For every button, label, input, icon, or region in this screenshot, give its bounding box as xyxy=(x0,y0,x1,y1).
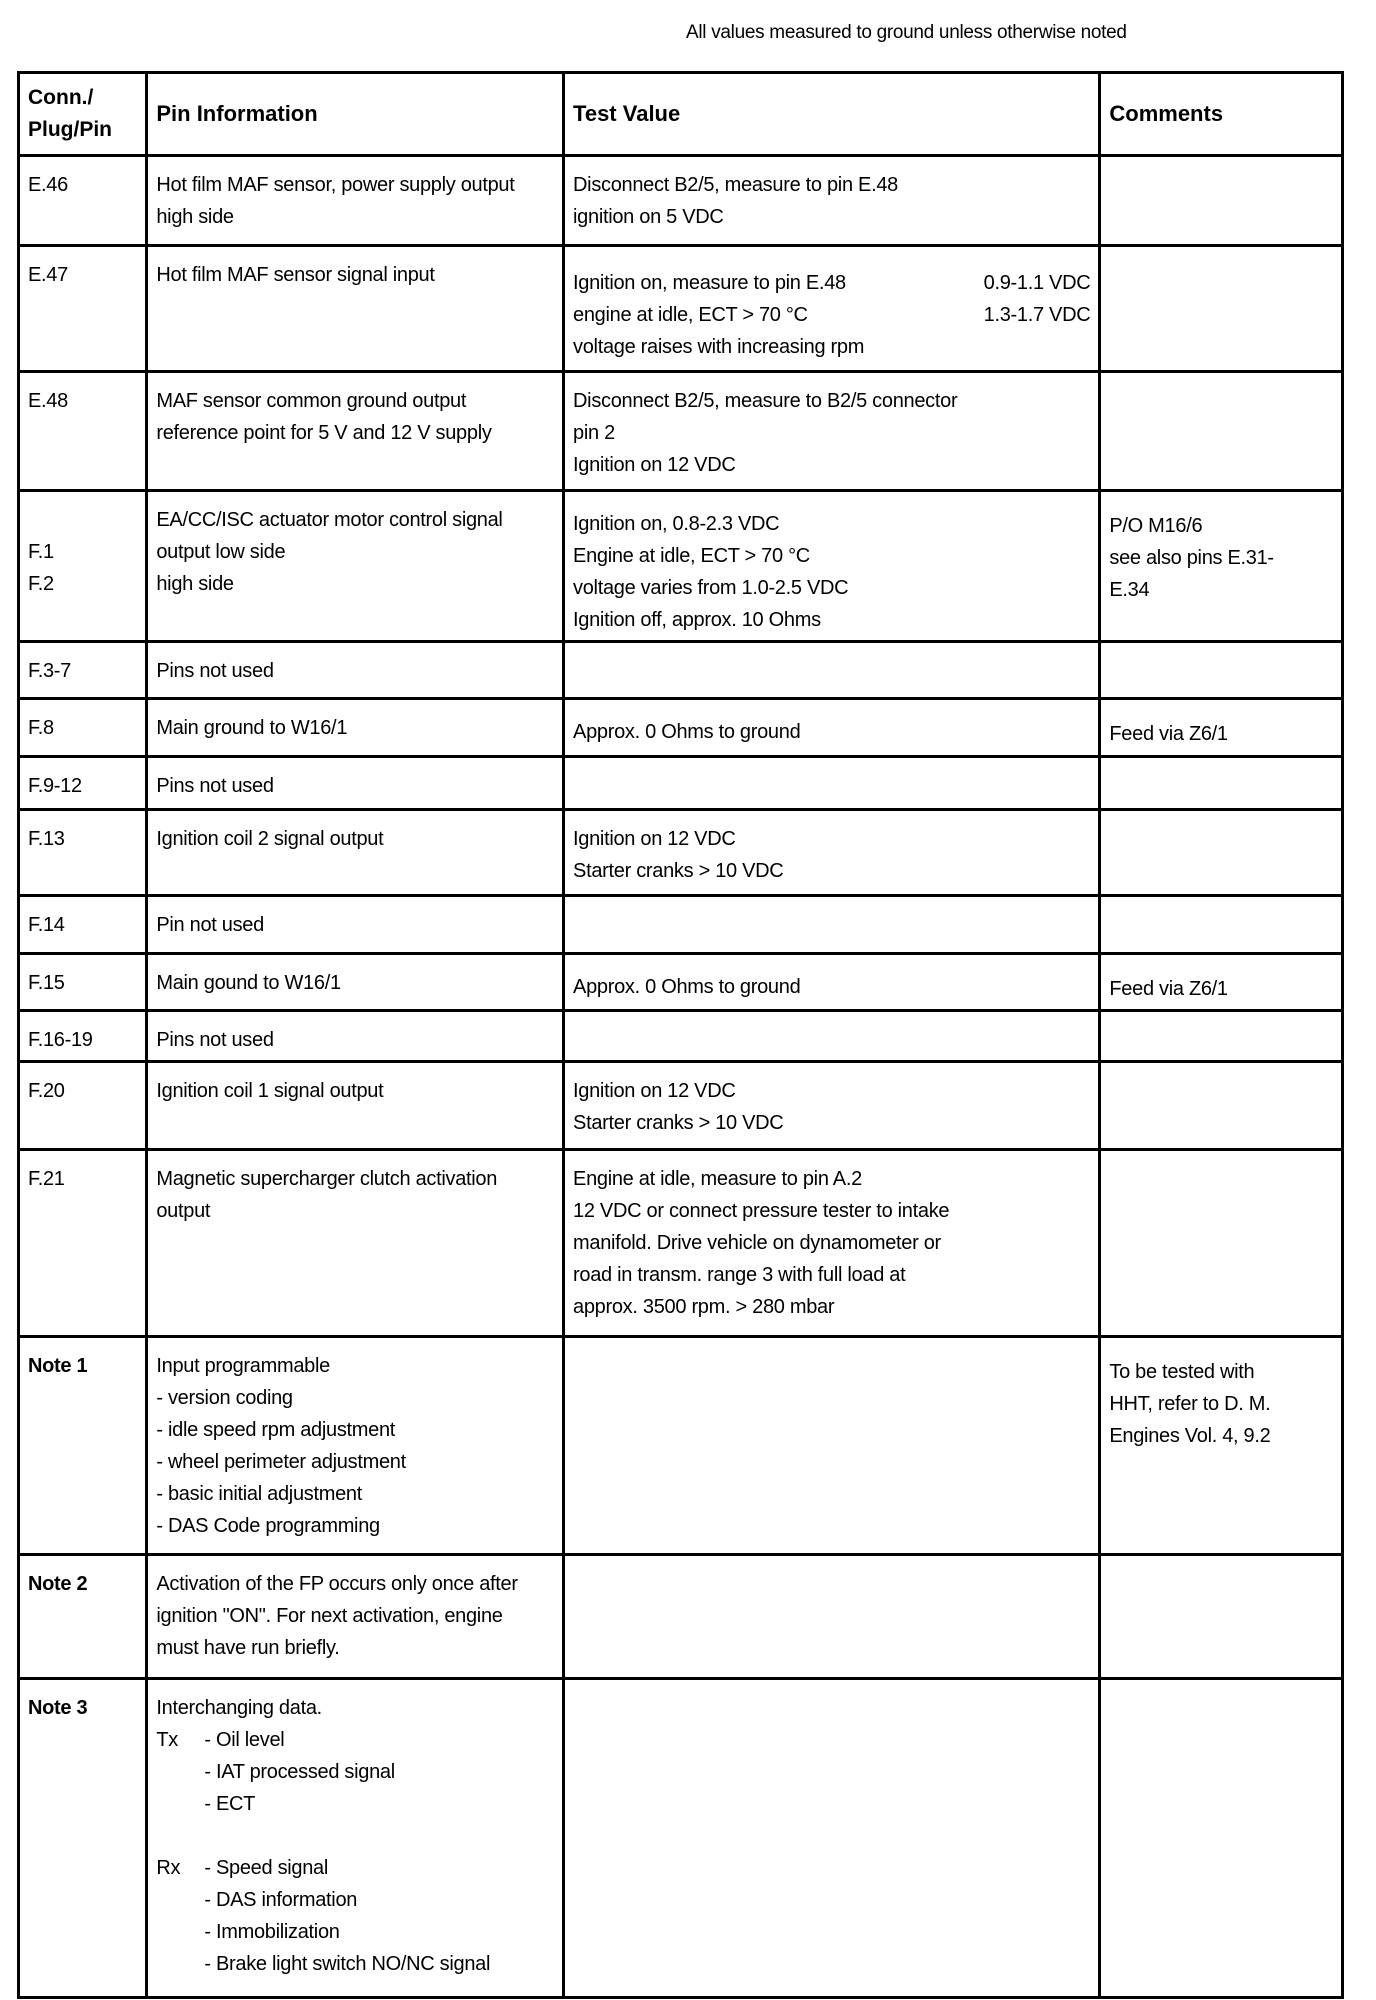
table-row xyxy=(19,1150,1343,1337)
comments-cell xyxy=(1100,699,1343,757)
pin-info-cell xyxy=(147,372,564,491)
pin-label: E.48 xyxy=(28,390,68,412)
cell-line: Starter cranks > 10 VDC xyxy=(573,1112,784,1134)
cell-line: Pins not used xyxy=(156,775,274,797)
cell-line: EA/CC/ISC actuator motor control signal xyxy=(156,509,503,531)
pin-info-cell xyxy=(147,1555,564,1679)
cell-line: Hot film MAF sensor signal input xyxy=(156,264,435,286)
pin-cell xyxy=(19,810,147,896)
pin-label: E.47 xyxy=(28,264,68,286)
test-value-cell xyxy=(564,372,1100,491)
pin-cell xyxy=(19,642,147,699)
rx-item: - Immobilization xyxy=(204,1921,340,1943)
pin-info-cell xyxy=(147,699,564,757)
cell-line: Pins not used xyxy=(156,1029,274,1051)
col-test-value: Test Value xyxy=(564,73,1100,156)
pin-cell xyxy=(19,1555,147,1679)
test-value-cell xyxy=(564,642,1100,699)
pin-cell xyxy=(19,372,147,491)
pin-cell xyxy=(19,1679,147,1998)
comments-cell xyxy=(1100,954,1343,1011)
pin-cell xyxy=(19,1011,147,1062)
comments-cell xyxy=(1100,642,1343,699)
test-value-cell xyxy=(564,1150,1100,1337)
pin-label: Note 2 xyxy=(28,1573,88,1595)
cell-line: Ignition coil 2 signal output xyxy=(156,828,384,850)
test-value-part: engine at idle, ECT > 70 °C xyxy=(573,304,808,326)
cell-line: output xyxy=(156,1200,211,1222)
pin-info-cell xyxy=(147,954,564,1011)
col-conn: Conn./ Plug/Pin xyxy=(19,73,147,156)
table-row xyxy=(19,757,1343,810)
pin-cell xyxy=(19,156,147,246)
pin-info-cell xyxy=(147,1679,564,1998)
cell-line: approx. 3500 rpm. > 280 mbar xyxy=(573,1296,835,1318)
cell-line: pin 2 xyxy=(573,422,615,444)
pin-cell xyxy=(19,896,147,954)
pin-label: F.14 xyxy=(28,914,65,936)
comments-cell xyxy=(1100,1555,1343,1679)
cell-line: Magnetic supercharger clutch activation xyxy=(156,1168,498,1190)
pin-label: F.8 xyxy=(28,717,54,739)
test-value-cell xyxy=(564,156,1100,246)
cell-line: ignition "ON". For next activation, engine xyxy=(156,1605,503,1627)
pin-info-cell xyxy=(147,1011,564,1062)
comments-cell xyxy=(1100,896,1343,954)
pin-info-cell xyxy=(147,491,564,642)
pin-label: F.1 xyxy=(28,541,54,563)
table-row xyxy=(19,1555,1343,1679)
pin-cell xyxy=(19,1150,147,1337)
pin-info-cell xyxy=(147,156,564,246)
test-value-cell xyxy=(564,699,1100,757)
cell-line: voltage raises with increasing rpm xyxy=(573,336,865,358)
rx-label: Rx xyxy=(156,1857,181,1879)
table-header xyxy=(19,73,1343,156)
test-value-part: 0.9-1.1 VDC xyxy=(983,272,1091,294)
cell-line: - DAS Code programming xyxy=(156,1515,380,1537)
table-row xyxy=(19,699,1343,757)
table-row xyxy=(19,954,1343,1011)
test-value-cell xyxy=(564,1679,1100,1998)
cell-line: MAF sensor common ground output xyxy=(156,390,467,412)
comments-cell xyxy=(1100,1150,1343,1337)
cell-line: Input programmable xyxy=(156,1355,330,1377)
cell-line: Feed via Z6/1 xyxy=(1109,978,1228,1000)
pin-cell xyxy=(19,491,147,642)
cell-line: - wheel perimeter adjustment xyxy=(156,1451,406,1473)
cell-line: high side xyxy=(156,573,234,595)
pin-label: F.21 xyxy=(28,1168,65,1190)
test-value-cell xyxy=(564,1337,1100,1555)
pin-info-cell xyxy=(147,1150,564,1337)
cell-line: Hot film MAF sensor, power supply output xyxy=(156,174,515,196)
pin-label: E.46 xyxy=(28,174,68,196)
comments-cell xyxy=(1100,1062,1343,1150)
cell-line: Approx. 0 Ohms to ground xyxy=(573,976,801,998)
test-value-cell xyxy=(564,246,1100,372)
rx-item: - Speed signal xyxy=(204,1857,329,1879)
cell-line: must have run briefly. xyxy=(156,1637,340,1659)
tx-label: Tx xyxy=(156,1729,178,1751)
comments-cell xyxy=(1100,1679,1343,1998)
cell-line: ignition on 5 VDC xyxy=(573,206,724,228)
test-value-cell xyxy=(564,757,1100,810)
pin-label: F.2 xyxy=(28,573,54,595)
pin-info-cell xyxy=(147,896,564,954)
pin-label: Note 3 xyxy=(28,1697,88,1719)
test-value-cell xyxy=(564,1062,1100,1150)
pin-label: F.16-19 xyxy=(28,1029,93,1051)
cell-line: HHT, refer to D. M. xyxy=(1109,1393,1271,1415)
table-row xyxy=(19,1011,1343,1062)
pin-table xyxy=(17,71,1344,1999)
cell-line: Ignition on 12 VDC xyxy=(573,1080,736,1102)
cell-line: Engine at idle, measure to pin A.2 xyxy=(573,1168,862,1190)
pin-info-cell xyxy=(147,1337,564,1555)
cell-line: Ignition on 12 VDC xyxy=(573,454,736,476)
pin-cell xyxy=(19,757,147,810)
comments-cell xyxy=(1100,246,1343,372)
cell-line: To be tested with xyxy=(1109,1361,1255,1383)
table-row xyxy=(19,1679,1343,1998)
cell-line: Ignition off, approx. 10 Ohms xyxy=(573,609,821,631)
col-pin-info: Pin Information xyxy=(147,73,564,156)
comments-cell xyxy=(1100,491,1343,642)
test-value-cell xyxy=(564,1555,1100,1679)
cell-line: Ignition on, 0.8-2.3 VDC xyxy=(573,513,780,535)
tx-item: - ECT xyxy=(204,1793,256,1815)
comments-cell xyxy=(1100,1337,1343,1555)
cell-line: 12 VDC or connect pressure tester to intake xyxy=(573,1200,950,1222)
test-value-cell xyxy=(564,954,1100,1011)
test-value-cell xyxy=(564,1011,1100,1062)
cell-line: Interchanging data. xyxy=(156,1697,322,1719)
tx-item: - IAT processed signal xyxy=(204,1761,395,1783)
table-row xyxy=(19,642,1343,699)
cell-line: Starter cranks > 10 VDC xyxy=(573,860,784,882)
col-comments: Comments xyxy=(1100,73,1343,156)
pin-cell xyxy=(19,1337,147,1555)
cell-line: - basic initial adjustment xyxy=(156,1483,362,1505)
cell-line: Engine at idle, ECT > 70 °C xyxy=(573,545,810,567)
cell-line: Disconnect B2/5, measure to B2/5 connector xyxy=(573,390,958,412)
comments-cell xyxy=(1100,1011,1343,1062)
pin-info-cell xyxy=(147,1062,564,1150)
cell-line: Approx. 0 Ohms to ground xyxy=(573,721,801,743)
header-note: All values measured to ground unless otherwise noted xyxy=(686,22,1127,43)
rx-item: - Brake light switch NO/NC signal xyxy=(204,1953,491,1975)
cell-line: Main ground to W16/1 xyxy=(156,717,348,739)
pin-cell xyxy=(19,699,147,757)
test-value-cell xyxy=(564,896,1100,954)
test-value-part: Ignition on, measure to pin E.48 xyxy=(573,272,846,294)
table-row xyxy=(19,896,1343,954)
pin-cell xyxy=(19,1062,147,1150)
pin-label: Note 1 xyxy=(28,1355,88,1377)
pin-cell xyxy=(19,954,147,1011)
cell-line: Activation of the FP occurs only once after xyxy=(156,1573,518,1595)
pin-info-cell xyxy=(147,642,564,699)
comments-cell xyxy=(1100,810,1343,896)
table-row xyxy=(19,246,1343,372)
cell-line: voltage varies from 1.0-2.5 VDC xyxy=(573,577,849,599)
cell-line: P/O M16/6 xyxy=(1109,515,1203,537)
table-row xyxy=(19,1337,1343,1555)
cell-line: Disconnect B2/5, measure to pin E.48 xyxy=(573,174,898,196)
pin-info-cell xyxy=(147,810,564,896)
tx-item: - Oil level xyxy=(204,1729,285,1751)
cell-line: Main gound to W16/1 xyxy=(156,972,341,994)
cell-line: manifold. Drive vehicle on dynamometer or xyxy=(573,1232,941,1254)
table-row xyxy=(19,810,1343,896)
test-value-cell xyxy=(564,491,1100,642)
cell-line: Ignition coil 1 signal output xyxy=(156,1080,384,1102)
test-value-cell xyxy=(564,810,1100,896)
table-row xyxy=(19,1062,1343,1150)
pin-label: F.13 xyxy=(28,828,65,850)
cell-line: Ignition on 12 VDC xyxy=(573,828,736,850)
table-row xyxy=(19,372,1343,491)
pin-label: F.3-7 xyxy=(28,660,71,682)
cell-line: - idle speed rpm adjustment xyxy=(156,1419,396,1441)
pin-cell xyxy=(19,246,147,372)
cell-line: Feed via Z6/1 xyxy=(1109,723,1228,745)
pin-info-cell xyxy=(147,246,564,372)
comments-cell xyxy=(1100,757,1343,810)
cell-line: Pins not used xyxy=(156,660,274,682)
cell-line: output low side xyxy=(156,541,286,563)
test-value-part: 1.3-1.7 VDC xyxy=(983,304,1091,326)
cell-line: - version coding xyxy=(156,1387,293,1409)
comments-cell xyxy=(1100,372,1343,491)
cell-line: Engines Vol. 4, 9.2 xyxy=(1109,1425,1271,1447)
cell-line: see also pins E.31- xyxy=(1109,547,1274,569)
comments-cell xyxy=(1100,156,1343,246)
pin-label: F.9-12 xyxy=(28,775,82,797)
pin-label: F.15 xyxy=(28,972,65,994)
pin-info-cell xyxy=(147,757,564,810)
table-row xyxy=(19,156,1343,246)
cell-line: reference point for 5 V and 12 V supply xyxy=(156,422,492,444)
table-row xyxy=(19,491,1343,642)
cell-line: Pin not used xyxy=(156,914,264,936)
cell-line: road in transm. range 3 with full load at xyxy=(573,1264,906,1286)
cell-line: E.34 xyxy=(1109,579,1150,601)
rx-item: - DAS information xyxy=(204,1889,358,1911)
cell-line: high side xyxy=(156,206,234,228)
pin-label: F.20 xyxy=(28,1080,65,1102)
